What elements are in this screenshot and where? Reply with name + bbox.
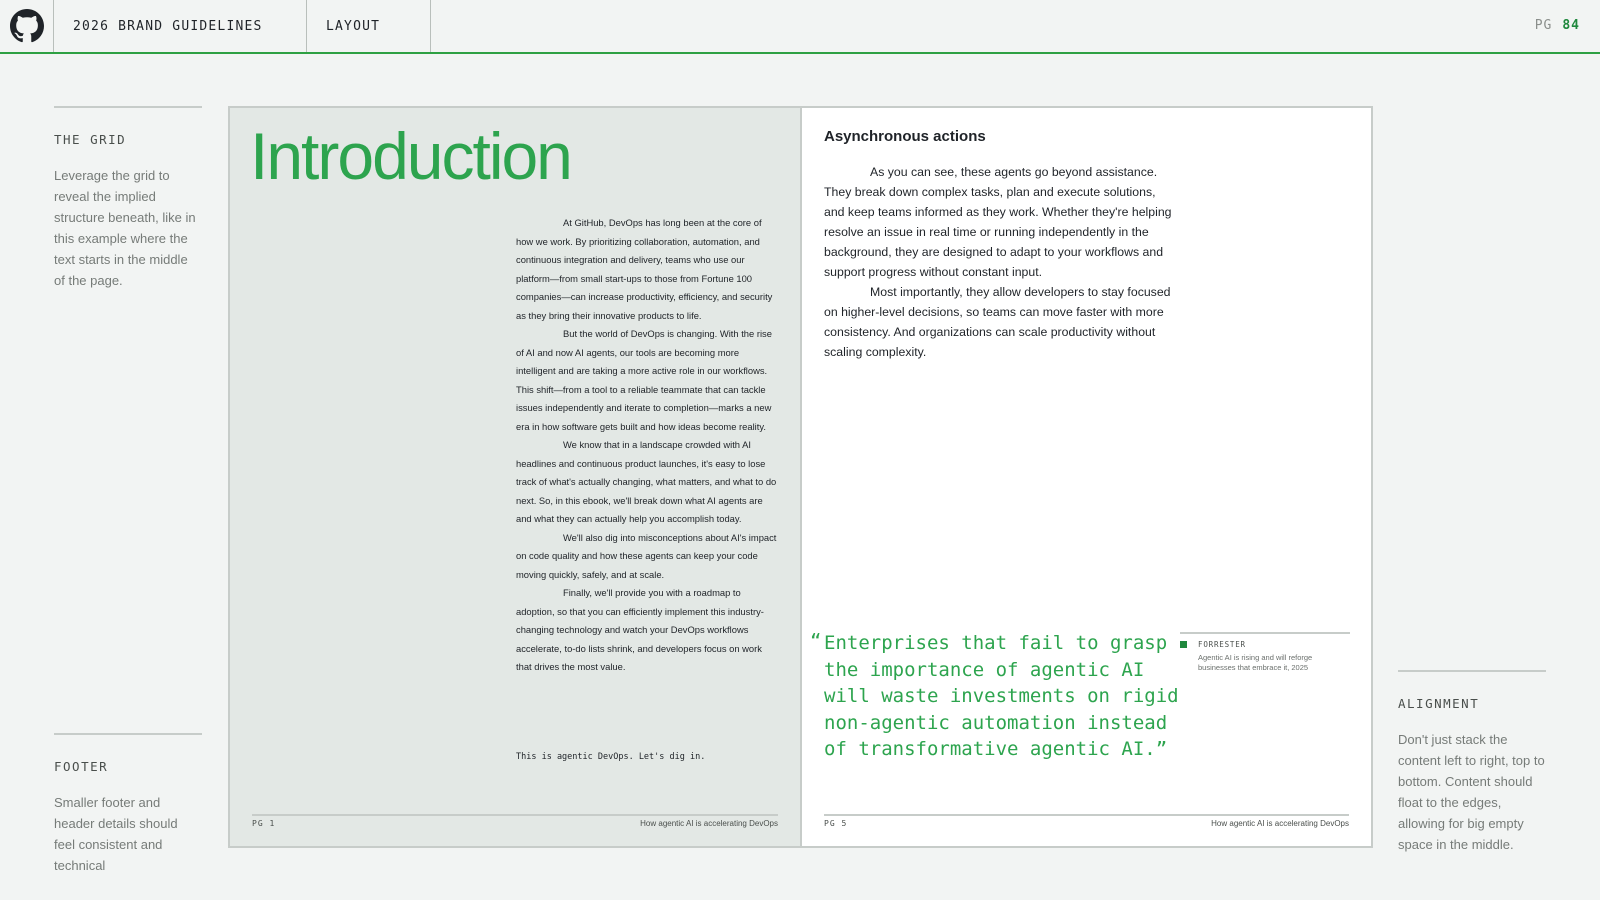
note-text: Smaller footer and header details should feel consistent and technical <box>54 795 178 873</box>
note-alignment <box>1398 670 1546 855</box>
page-number: 84 <box>1562 18 1580 33</box>
document-title: 2026 BRAND GUIDELINES <box>54 0 307 52</box>
note-the-grid <box>54 106 202 291</box>
footer-title: How agentic AI is accelerating DevOps <box>640 819 778 828</box>
intro-title: Introduction <box>250 119 571 193</box>
page-label: PG <box>1534 18 1553 33</box>
intro-body <box>516 214 778 677</box>
github-logo <box>0 0 54 52</box>
intro-paragraph: We'll also dig into misconceptions about AI's impact on code quality and how these agents can keep your code moving quickly, safely, and at scale. <box>516 531 777 580</box>
async-paragraph: Most importantly, they allow developers to stay focused on higher-level decisions, so teams can move faster with more consistency. And organizations can scale productivity without scaling complexity. <box>824 285 1171 359</box>
right-page-footer <box>824 814 1349 828</box>
note-footer <box>54 733 202 876</box>
note-text: Leverage the grid to reveal the implied structure beneath, like in this example where the text starts in the middle of the page. <box>54 168 196 288</box>
left-page <box>230 108 802 846</box>
footer-page-number: PG 5 <box>824 819 848 828</box>
right-page <box>802 108 1371 846</box>
note-text: Don't just stack the content left to right, top to bottom. Content should float to the edges, allowing for big empty space in the middle. <box>1398 732 1545 852</box>
footer-page-number: PG 1 <box>252 819 276 828</box>
section-label: LAYOUT <box>307 0 431 52</box>
green-square-icon <box>1180 641 1187 648</box>
ebook-spread <box>228 106 1373 848</box>
source-description: Agentic AI is rising and will reforge businesses that embrace it, 2025 <box>1198 653 1313 672</box>
intro-paragraph: We know that in a landscape crowded with AI headlines and continuous product launches, it's easy to lose track of what's actually changing, what matters, and what to do next. So, in this ebook, we'll break down what AI agents are and what they can actually help you accomplish today. <box>516 439 777 524</box>
intro-paragraph: At GitHub, DevOps has long been at the core of how we work. By prioritizing collaboration, automation, and continuous integration and delivery, teams who use our platform—from small start-ups to those from Fortune 100 companies—can increase productivity, efficiency, and security as they bring their innovative products to life. <box>516 217 773 321</box>
left-page-footer <box>252 814 778 828</box>
footer-title: How agentic AI is accelerating DevOps <box>1211 819 1349 828</box>
intro-tagline: This is agentic DevOps. Let's dig in. <box>516 752 706 762</box>
intro-paragraph: But the world of DevOps is changing. With the rise of AI and now AI agents, our tools are becoming more intelligent and are taking a more active role in our workflows. This shift—from a tool to a reliable teammate that can tackle issues independently and iterate to completion—marks a new era in how software gets built and how ideas become reality. <box>516 328 772 432</box>
note-divider <box>54 733 202 735</box>
attribution-source <box>1180 640 1350 649</box>
note-title: THE GRID <box>54 132 127 147</box>
async-paragraph: As you can see, these agents go beyond assistance. They break down complex tasks, plan and execute solutions, and keep teams informed as they work. Whether they're helping resolve an issue in real time or running independently in the background, they are designed to adapt to your workflows and support progress without constant input. <box>824 165 1172 279</box>
open-quote-mark: “ <box>810 630 822 652</box>
source-name: FORRESTER <box>1198 640 1246 649</box>
header-page-number <box>1535 18 1580 33</box>
quote-text: Enterprises that fail to grasp the importance of agentic AI will waste investments on rigid non-agentic automation instead of transformative agentic AI.” <box>824 632 1179 760</box>
quote-attribution <box>1180 632 1350 673</box>
async-title: Asynchronous actions <box>824 128 986 145</box>
github-octocat-icon <box>10 9 44 43</box>
note-title: ALIGNMENT <box>1398 696 1480 711</box>
async-body <box>824 162 1176 362</box>
intro-paragraph: Finally, we'll provide you with a roadmap to adoption, so that you can efficiently implement this industry-changing technology and watch your DevOps workflows accelerate, to-do lists shrink, and developers focus on work that drives the most value. <box>516 587 764 672</box>
note-title: FOOTER <box>54 759 109 774</box>
note-divider <box>54 106 202 108</box>
pull-quote <box>810 630 1184 763</box>
top-header <box>0 0 1600 54</box>
note-divider <box>1398 670 1546 672</box>
